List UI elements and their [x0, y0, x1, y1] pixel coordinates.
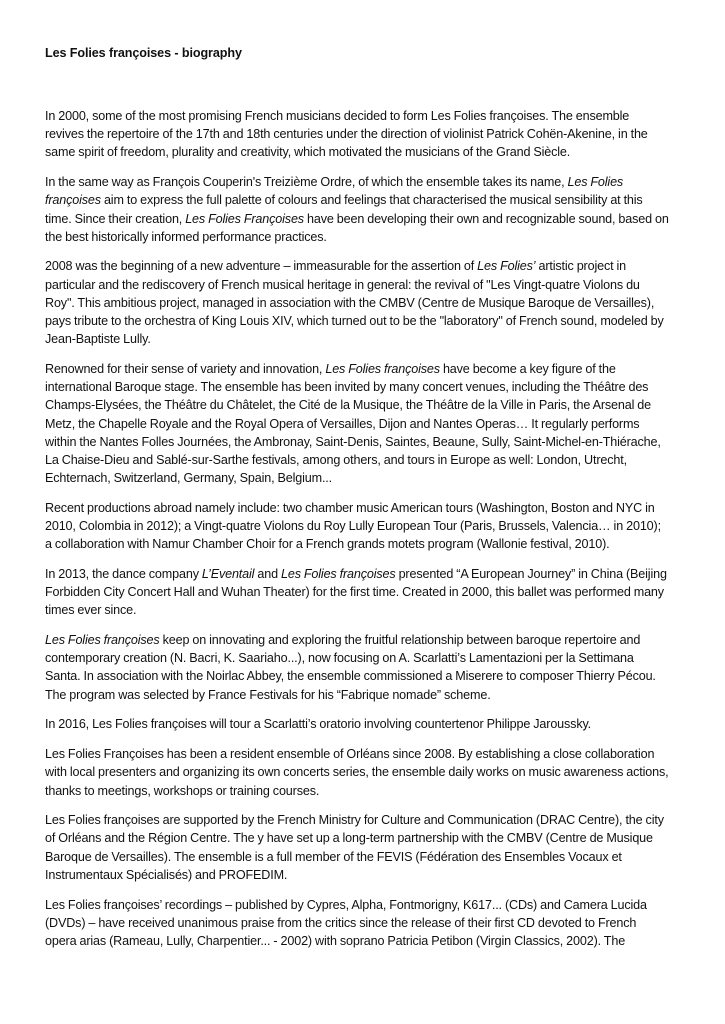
- paragraph: [45, 173, 670, 246]
- text-run: In the same way as François Couperin's Treizième Ordre, of which the ensemble takes its name,: [45, 175, 568, 190]
- text-run: Recent productions abroad namely include: two chamber music American tours (Washington, Boston and NYC in 2010, Colombia in 2012); a Vingt-quatre Violons du Roy Lully European Tour (Paris, Brussels, Valencia… in 2010); a collaboration with Namur Chamber Choir for a French grands motets program (Wallonie festival, 2010).: [45, 500, 661, 552]
- text-run: Renowned for their sense of variety and innovation,: [45, 361, 326, 376]
- paragraph: [45, 896, 670, 951]
- italic-text-run: Les Folies françoises: [45, 175, 624, 208]
- italic-text-run: Les Folies françoises: [325, 361, 440, 376]
- document-title: Les Folies françoises - biography: [45, 46, 242, 60]
- paragraph: [45, 745, 670, 800]
- text-run: aim to express the full palette of colours and feelings that characterised the musical sensibility at this time. Since their creation,: [45, 193, 643, 226]
- italic-text-run: Les Folies’: [477, 259, 536, 274]
- italic-text-run: Les Folies françoises: [45, 633, 160, 648]
- paragraph: [45, 499, 670, 554]
- text-run: presented “A European Journey” in China (Beijing Forbidden City Concert Hall and Wuhan Theater) for the first time. Created in 2000, this ballet was performed many times ever since.: [45, 566, 667, 618]
- text-run: have been developing their own and recognizable sound, based on the best historically informed performance practices.: [45, 211, 669, 244]
- text-run: 2008 was the beginning of a new adventure – immeasurable for the assertion of: [45, 259, 478, 274]
- paragraph: [45, 811, 670, 884]
- paragraph: [45, 631, 670, 704]
- italic-text-run: Les Folies françoises: [280, 566, 396, 581]
- text-run: artistic project in particular and the rediscovery of French musical heritage in general: the revival of "Les Vingt-quatre Violons du Roy". This ambitious project, managed in association with the CMBV (Centre de Musique Baroque de Versailles), pays tribute to the orchestra of King Louis XIV, which turned out to be the "laboratory" of French sound, modeled by Jean-Baptiste Lully.: [45, 259, 664, 347]
- text-run: In 2013, the dance company: [45, 566, 202, 581]
- text-run: Les Folies françoises’ recordings – published by Cypres, Alpha, Fontmorigny, K617... (CDs) and Camera Lucida (DVDs) – have received unanimous praise from the critics since the release of their first CD devoted to French opera arias (Rameau, Lully, Charpentier... - 2002) with soprano Patricia Petibon (Virgin Classics, 2002). The: [45, 897, 647, 948]
- paragraph: [45, 107, 670, 162]
- paragraph: [45, 715, 670, 733]
- paragraph: [45, 360, 670, 487]
- text-run: Les Folies françoises are supported by the French Ministry for Culture and Communication (DRAC Centre), the city of Orléans and the Région Centre. The y have set up a long-term partnership with the CMBV (Centre de Musique Baroque de Versailles). The ensemble is a full member of the FEVIS (Fédération des Ensembles Vocaux et Instrumentaux Spécialisés) and PROFEDIM.: [45, 813, 664, 882]
- text-run: have become a key figure of the international Baroque stage. The ensemble has been invited by many concert venues, including the Théâtre des Champs-Elysées, the Théâtre du Châtelet, the Cité de la Musique, the Théâtre de la Ville in Paris, the Arsenal de Metz, the Chapelle Royale and the Royal Opera of Versailles, Dijon and Nantes Operas… It regularly performs within the Nantes Folles Journées, the Ambronay, Saint-Denis, Saintes, Beaune, Sully, Saint-Michel-en-Thiérache, La Chaise-Dieu and Sablé-sur-Sarthe festivals, among others, and tours in Europe as well: London, Utrecht, Echternach, Switzerland, Germany, Spain, Belgium...: [45, 361, 661, 486]
- paragraph: [45, 257, 670, 348]
- paragraph: [45, 565, 670, 620]
- text-run: keep on innovating and exploring the fruitful relationship between baroque repertoire and contemporary creation (N. Bacri, K. Saariaho...), now focusing on A. Scarlatti’s Lamentazioni per la Settimana Santa. In association with the Noirlac Abbey, the ensemble commissioned a Miserere to composer Thierry Pécou. The program was selected by France Festivals for his “Fabrique nomade” scheme.: [45, 633, 656, 702]
- italic-text-run: Les Folies Françoises: [185, 211, 304, 226]
- text-run: In 2000, some of the most promising French musicians decided to form Les Folies françoises. The ensemble revives the repertoire of the 17th and 18th centuries under the direction of violinist Patrick Cohën-Akenine, in the same spirit of freedom, plurality and creativity, which motivated the musicians of the Grand Siècle.: [45, 109, 648, 160]
- text-run: In 2016, Les Folies françoises will tour a Scarlatti’s oratorio involving countertenor Philippe Jaroussky.: [45, 717, 592, 732]
- italic-text-run: L’Eventail: [201, 566, 255, 581]
- document-body: [45, 107, 670, 962]
- text-run: Les Folies Françoises has been a resident ensemble of Orléans since 2008. By establishing a close collaboration with local presenters and organizing its own concerts series, the ensemble daily works on music awareness actions, thanks to meetings, workshops or training courses.: [45, 747, 669, 798]
- text-run: and: [254, 566, 281, 581]
